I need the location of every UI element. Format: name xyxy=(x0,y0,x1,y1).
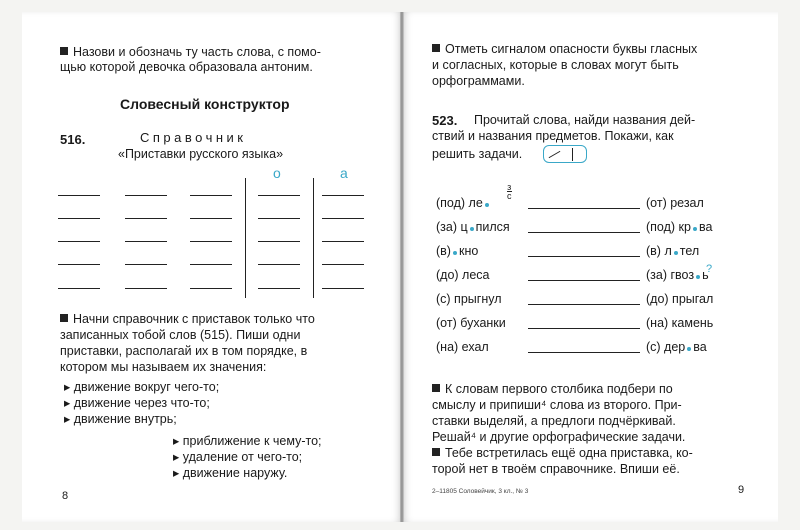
exercise-516-number: 516. xyxy=(60,132,86,147)
table-blank-line[interactable] xyxy=(125,195,167,196)
table-blank-line[interactable] xyxy=(58,264,100,265)
signal-task-line-2: и согласных, которые в словах могут быть xyxy=(432,58,679,72)
right-page-number: 9 xyxy=(738,484,745,496)
missing-letter-dot xyxy=(696,275,700,279)
word-right: (в) л тел xyxy=(646,244,700,258)
answer-blank-line[interactable] xyxy=(528,304,640,305)
meaning-right-3: ▸ движение наружу. xyxy=(173,466,288,480)
meaning-right-2: ▸ удаление от чего-то; xyxy=(173,450,303,464)
meaning-left-3: ▸ движение внутрь; xyxy=(64,412,177,426)
task-text-line-1: Начни справочник с приставок только что xyxy=(60,312,315,327)
missing-letter-dot xyxy=(687,347,691,351)
exercise-523-number: 523. xyxy=(432,113,458,128)
table-blank-line[interactable] xyxy=(58,195,100,196)
table-blank-line[interactable] xyxy=(125,241,167,242)
answer-blank-line[interactable] xyxy=(528,328,640,329)
signal-task-line-1: Отметь сигналом опасности буквы гласных xyxy=(432,42,697,57)
table-blank-line[interactable] xyxy=(58,241,100,242)
final-task-line-1: К словам первого столбика подбери по xyxy=(432,382,673,397)
missing-letter-dot xyxy=(674,251,678,255)
table-blank-line[interactable] xyxy=(322,218,364,219)
intro-task-line-1: Назови и обозначь ту часть слова, с помо- xyxy=(60,45,321,60)
word-right: (за) гвоз ь xyxy=(646,268,709,282)
table-divider-right xyxy=(313,178,314,298)
footer-print-code: 2–11805 Соловейчик, 3 кл., № 3 xyxy=(432,488,529,495)
task-marker-icon xyxy=(60,47,68,55)
word-right: (с) дер ва xyxy=(646,340,707,354)
fraction-mark: з с xyxy=(507,182,512,201)
signal-danger-icon xyxy=(543,145,587,163)
book-spine xyxy=(400,12,404,522)
table-blank-line[interactable] xyxy=(190,241,232,242)
table-blank-line[interactable] xyxy=(190,288,232,289)
exercise-523-line-1: Прочитай слова, найди названия дей- xyxy=(474,113,696,127)
table-blank-line[interactable] xyxy=(125,288,167,289)
word-left: (в) кно xyxy=(436,244,479,258)
word-right: (на) камень xyxy=(646,316,714,330)
reference-subtitle: «Приставки русского языка» xyxy=(118,147,284,161)
reference-title: Справочник xyxy=(140,130,247,145)
word-right: (до) прыгал xyxy=(646,292,714,306)
table-blank-line[interactable] xyxy=(258,241,300,242)
task-text-line-4: котором мы называем их значения: xyxy=(60,360,267,374)
answer-blank-line[interactable] xyxy=(528,208,640,209)
table-blank-line[interactable] xyxy=(322,288,364,289)
task-text-line-2: записанных тобой слов (515). Пиши одни xyxy=(60,328,301,342)
meaning-left-2: ▸ движение через что-то; xyxy=(64,396,210,410)
intro-task-line-2: щью которой девочка образовала антоним. xyxy=(60,60,313,74)
table-blank-line[interactable] xyxy=(190,218,232,219)
final-task-line-4: Решай⁴ и другие орфографические задачи. xyxy=(432,430,686,444)
word-right: (от) резал xyxy=(646,196,704,210)
task-marker-icon xyxy=(432,384,440,392)
word-left: (до) леса xyxy=(436,268,490,282)
final-task-line-6: торой нет в твоём справочнике. Впиши её. xyxy=(432,462,680,476)
table-blank-line[interactable] xyxy=(322,264,364,265)
left-page-number: 8 xyxy=(62,490,69,502)
word-left: (с) прыгнул xyxy=(436,292,502,306)
section-title: Словесный конструктор xyxy=(120,96,290,112)
table-blank-line[interactable] xyxy=(125,264,167,265)
final-task-line-3: ставки выделяй, а предлоги подчёркивай. xyxy=(432,414,676,428)
answer-blank-line[interactable] xyxy=(528,280,640,281)
meaning-right-1: ▸ приближение к чему-то; xyxy=(173,434,322,448)
table-blank-line[interactable] xyxy=(258,288,300,289)
table-blank-line[interactable] xyxy=(322,241,364,242)
task-text-line-3: приставки, располагай их в том порядке, в xyxy=(60,344,308,358)
table-blank-line[interactable] xyxy=(258,195,300,196)
table-blank-line[interactable] xyxy=(190,195,232,196)
word-left: (от) буханки xyxy=(436,316,506,330)
table-blank-line[interactable] xyxy=(258,264,300,265)
word-left: (на) ехал xyxy=(436,340,489,354)
answer-blank-line[interactable] xyxy=(528,232,640,233)
meaning-left-1: ▸ движение вокруг чего-то; xyxy=(64,380,220,394)
answer-blank-line[interactable] xyxy=(528,352,640,353)
word-left: (под) ле xyxy=(436,196,491,211)
exercise-523-line-2: ствий и названия предметов. Покажи, как xyxy=(432,129,674,143)
final-task-line-2: смыслу и припиши⁴ слова из второго. При- xyxy=(432,398,682,412)
answer-blank-line[interactable] xyxy=(528,256,640,257)
table-blank-line[interactable] xyxy=(258,218,300,219)
table-blank-line[interactable] xyxy=(322,195,364,196)
missing-letter-dot xyxy=(453,251,457,255)
missing-letter-dot xyxy=(485,203,489,207)
table-blank-line[interactable] xyxy=(190,264,232,265)
table-blank-line[interactable] xyxy=(58,218,100,219)
table-divider-left xyxy=(245,178,246,298)
vowel-o-label: о xyxy=(273,165,281,181)
signal-task-line-3: орфограммами. xyxy=(432,74,525,88)
table-blank-line[interactable] xyxy=(125,218,167,219)
task-marker-icon xyxy=(432,448,440,456)
final-task-line-5: Тебе встретилась ещё одна приставка, ко- xyxy=(432,446,693,461)
missing-letter-dot xyxy=(693,227,697,231)
vowel-a-label: а xyxy=(340,165,348,181)
word-left: (за) ц пился xyxy=(436,220,510,234)
missing-letter-dot xyxy=(470,227,474,231)
table-blank-line[interactable] xyxy=(58,288,100,289)
word-right: (под) кр ва xyxy=(646,220,713,234)
task-marker-icon xyxy=(60,314,68,322)
exercise-523-line-3: решить задачи. xyxy=(432,147,523,161)
question-mark: ? xyxy=(706,263,713,275)
task-marker-icon xyxy=(432,44,440,52)
